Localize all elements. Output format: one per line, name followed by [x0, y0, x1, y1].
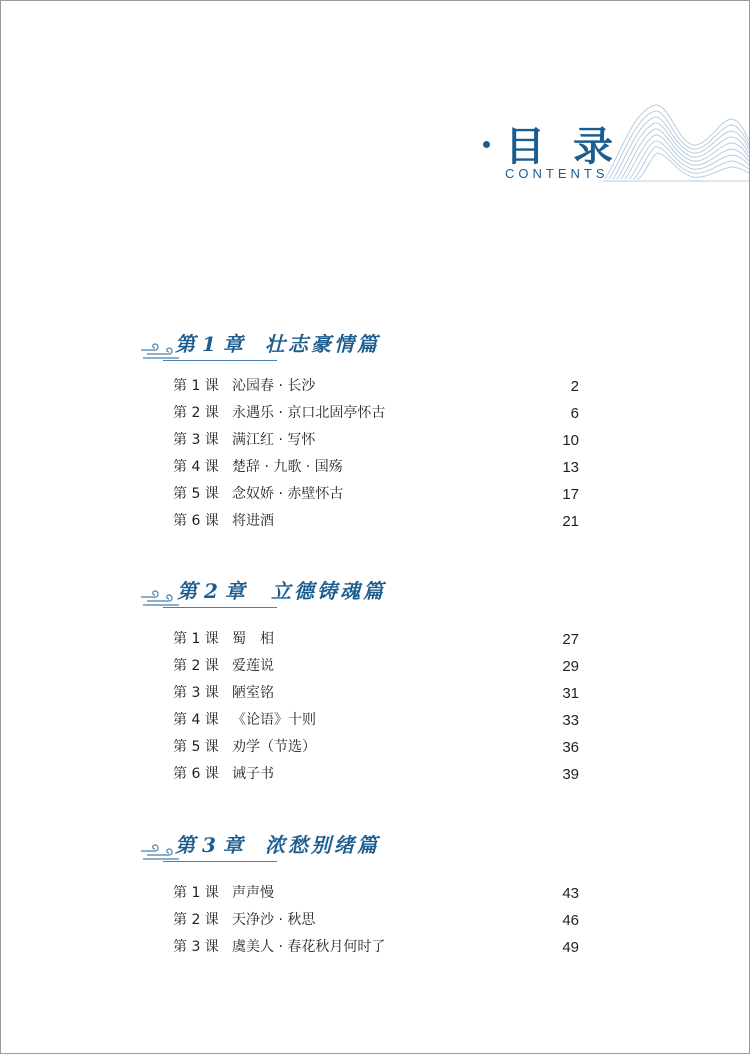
lesson-title: 将进酒: [232, 513, 274, 529]
title-bullet: [483, 141, 490, 148]
page-number: 27: [562, 631, 579, 648]
page-number: 39: [562, 766, 579, 783]
lesson-number: 第 2 课: [173, 658, 219, 674]
lesson-title: 陋室铭: [232, 685, 274, 701]
page-number: 13: [562, 459, 579, 476]
toc-entry[interactable]: [1, 680, 749, 707]
page-number: 36: [562, 739, 579, 756]
lesson-title: 念奴娇 · 赤壁怀古: [232, 486, 344, 502]
toc-entry[interactable]: [1, 626, 749, 653]
toc-entry[interactable]: [1, 707, 749, 734]
page-number: 33: [562, 712, 579, 729]
page-number: 10: [562, 432, 579, 449]
lesson-number: 第 5 课: [173, 486, 219, 502]
lesson-title: 蜀 相: [232, 631, 274, 647]
lesson-number: 第 2 课: [173, 405, 219, 421]
chapter-divider: [163, 607, 277, 608]
lesson-title: 劝学（节选）: [232, 739, 316, 755]
toc-entry[interactable]: [1, 427, 749, 454]
lesson-number: 第 3 课: [173, 685, 219, 701]
chapter-title: 立德铸魂篇: [271, 579, 386, 603]
toc-entry[interactable]: [1, 481, 749, 508]
lesson-title: 天净沙 · 秋思: [232, 912, 316, 928]
chapter-number: 第 3 章: [175, 833, 243, 857]
lesson-number: 第 5 课: [173, 739, 219, 755]
toc-entry[interactable]: [1, 907, 749, 934]
chapter-title: 壮志豪情篇: [265, 332, 380, 356]
lesson-title: 永遇乐 · 京口北固亭怀古: [232, 405, 386, 421]
lesson-number: 第 2 课: [173, 912, 219, 928]
page-number: 31: [562, 685, 579, 702]
chapter-title: 浓愁别绪篇: [265, 833, 380, 857]
chapter-divider: [163, 861, 277, 862]
chapter-divider: [163, 360, 277, 361]
toc-entry[interactable]: [1, 761, 749, 788]
page-number: 6: [570, 405, 579, 422]
lesson-number: 第 1 课: [173, 378, 219, 394]
toc-entry[interactable]: [1, 653, 749, 680]
lesson-number: 第 4 课: [173, 712, 219, 728]
lesson-title: 爱莲说: [232, 658, 274, 674]
lesson-number: 第 3 课: [173, 432, 219, 448]
lesson-title: 虞美人 · 春花秋月何时了: [232, 939, 386, 955]
page-number: 2: [570, 378, 579, 395]
lesson-title: 诫子书: [232, 766, 274, 782]
lesson-number: 第 3 课: [173, 939, 219, 955]
page-number: 17: [562, 486, 579, 503]
chapter-number: 第 2 章: [177, 579, 245, 603]
lesson-title: 满江红 · 写怀: [232, 432, 316, 448]
toc-entry[interactable]: [1, 454, 749, 481]
lesson-number: 第 4 课: [173, 459, 219, 475]
toc-entry[interactable]: [1, 508, 749, 535]
toc-entry[interactable]: [1, 400, 749, 427]
page-title: 目录: [505, 123, 641, 170]
lesson-title: 声声慢: [232, 885, 274, 901]
page-subtitle: CONTENTS: [505, 166, 609, 181]
page-number: 49: [562, 939, 579, 956]
lesson-number: 第 1 课: [173, 631, 219, 647]
toc-entry[interactable]: [1, 934, 749, 961]
chapter-heading: [1, 330, 749, 374]
lesson-number: 第 6 课: [173, 766, 219, 782]
lesson-number: 第 6 课: [173, 513, 219, 529]
page-number: 46: [562, 912, 579, 929]
chapter-number: 第 1 章: [175, 332, 243, 356]
lesson-title: 《论语》十则: [232, 712, 316, 728]
lesson-title: 沁园春 · 长沙: [232, 378, 316, 394]
lesson-title: 楚辞 · 九歌 · 国殇: [232, 459, 343, 475]
toc-entry[interactable]: [1, 880, 749, 907]
page-number: 21: [562, 513, 579, 530]
lesson-number: 第 1 课: [173, 885, 219, 901]
page-number: 43: [562, 885, 579, 902]
chapter-heading: [1, 577, 749, 621]
toc-entry[interactable]: [1, 734, 749, 761]
toc-entry[interactable]: [1, 373, 749, 400]
page-number: 29: [562, 658, 579, 675]
chapter-heading: [1, 831, 749, 875]
